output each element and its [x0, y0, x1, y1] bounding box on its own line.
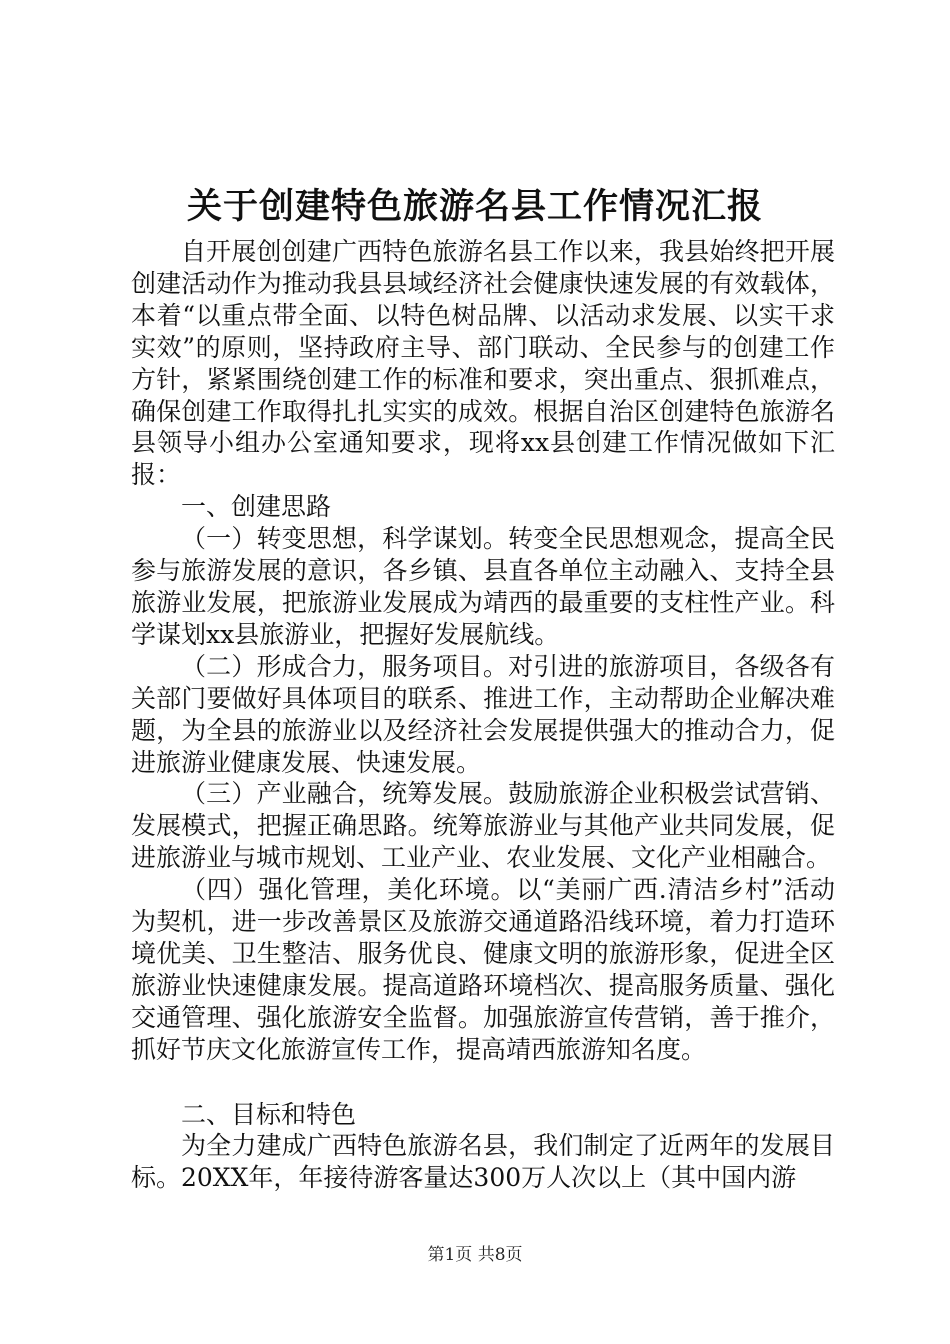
page-footer: 第1页 共8页 — [427, 1245, 523, 1265]
paragraph-item-2: （二）形成合力，服务项目。对引进的旅游项目，各级各有关部门要做好具体项目的联系、推进工作，主动帮助企业解决难题，为全县的旅游业以及经济社会发展提供强大的推动合力，促进旅游业健康发展、快速发展。 — [131, 651, 835, 777]
paragraph-item-4: （四）强化管理，美化环境。以“美丽广西.清洁乡村”活动为契机，进一步改善景区及旅游交通道路沿线环境，着力打造环境优美、卫生整洁、服务优良、健康文明的旅游形象，促进全区旅游业快速健康发展。提高道路环境档次、提高服务质量、强化交通管理、强化旅游安全监督。加强旅游宣传营销，善于推介，抓好节庆文化旅游宣传工作，提高靖西旅游知名度。 — [131, 875, 835, 1064]
paragraph-item-3: （三）产业融合，统筹发展。鼓励旅游企业积极尝试营销、发展模式，把握正确思路。统筹旅游业与其他产业共同发展，促进旅游业与城市规划、工业产业、农业发展、文化产业相融合。 — [131, 779, 835, 873]
intro-paragraph: 自开展创创建广西特色旅游名县工作以来，我县始终把开展创建活动作为推动我县县域经济社会健康快速发展的有效载体，本着“以重点带全面、以特色树品牌、以活动求发展、以实干求实效”的原则，坚持政府主导、部门联动、全民参与的创建工作方针，紧紧围绕创建工作的标准和要求，突出重点、狠抓难点，确保创建工作取得扎扎实实的成效。根据自治区创建特色旅游名县领导小组办公室通知要求，现将xx县创建工作情况做如下汇报： — [131, 237, 835, 490]
document-body — [131, 236, 835, 1194]
paragraph-item-1: （一）转变思想，科学谋划。转变全民思想观念，提高全民参与旅游发展的意识，各乡镇、县直各单位主动融入、支持全县旅游业发展，把旅游业发展成为靖西的最重要的支柱性产业。科学谋划xx县旅游业，把握好发展航线。 — [131, 524, 835, 649]
section-heading-2: 二、目标和特色 — [181, 1099, 357, 1129]
goals-paragraph: 为全力建成广西特色旅游名县，我们制定了近两年的发展目标。20XX年，年接待游客量达300万人次以上（其中国内游 — [131, 1131, 835, 1193]
document-title: 关于创建特色旅游名县工作情况汇报 — [186, 186, 763, 227]
section-heading-1: 一、创建思路 — [181, 492, 332, 522]
paragraph-spacer — [131, 1066, 835, 1099]
